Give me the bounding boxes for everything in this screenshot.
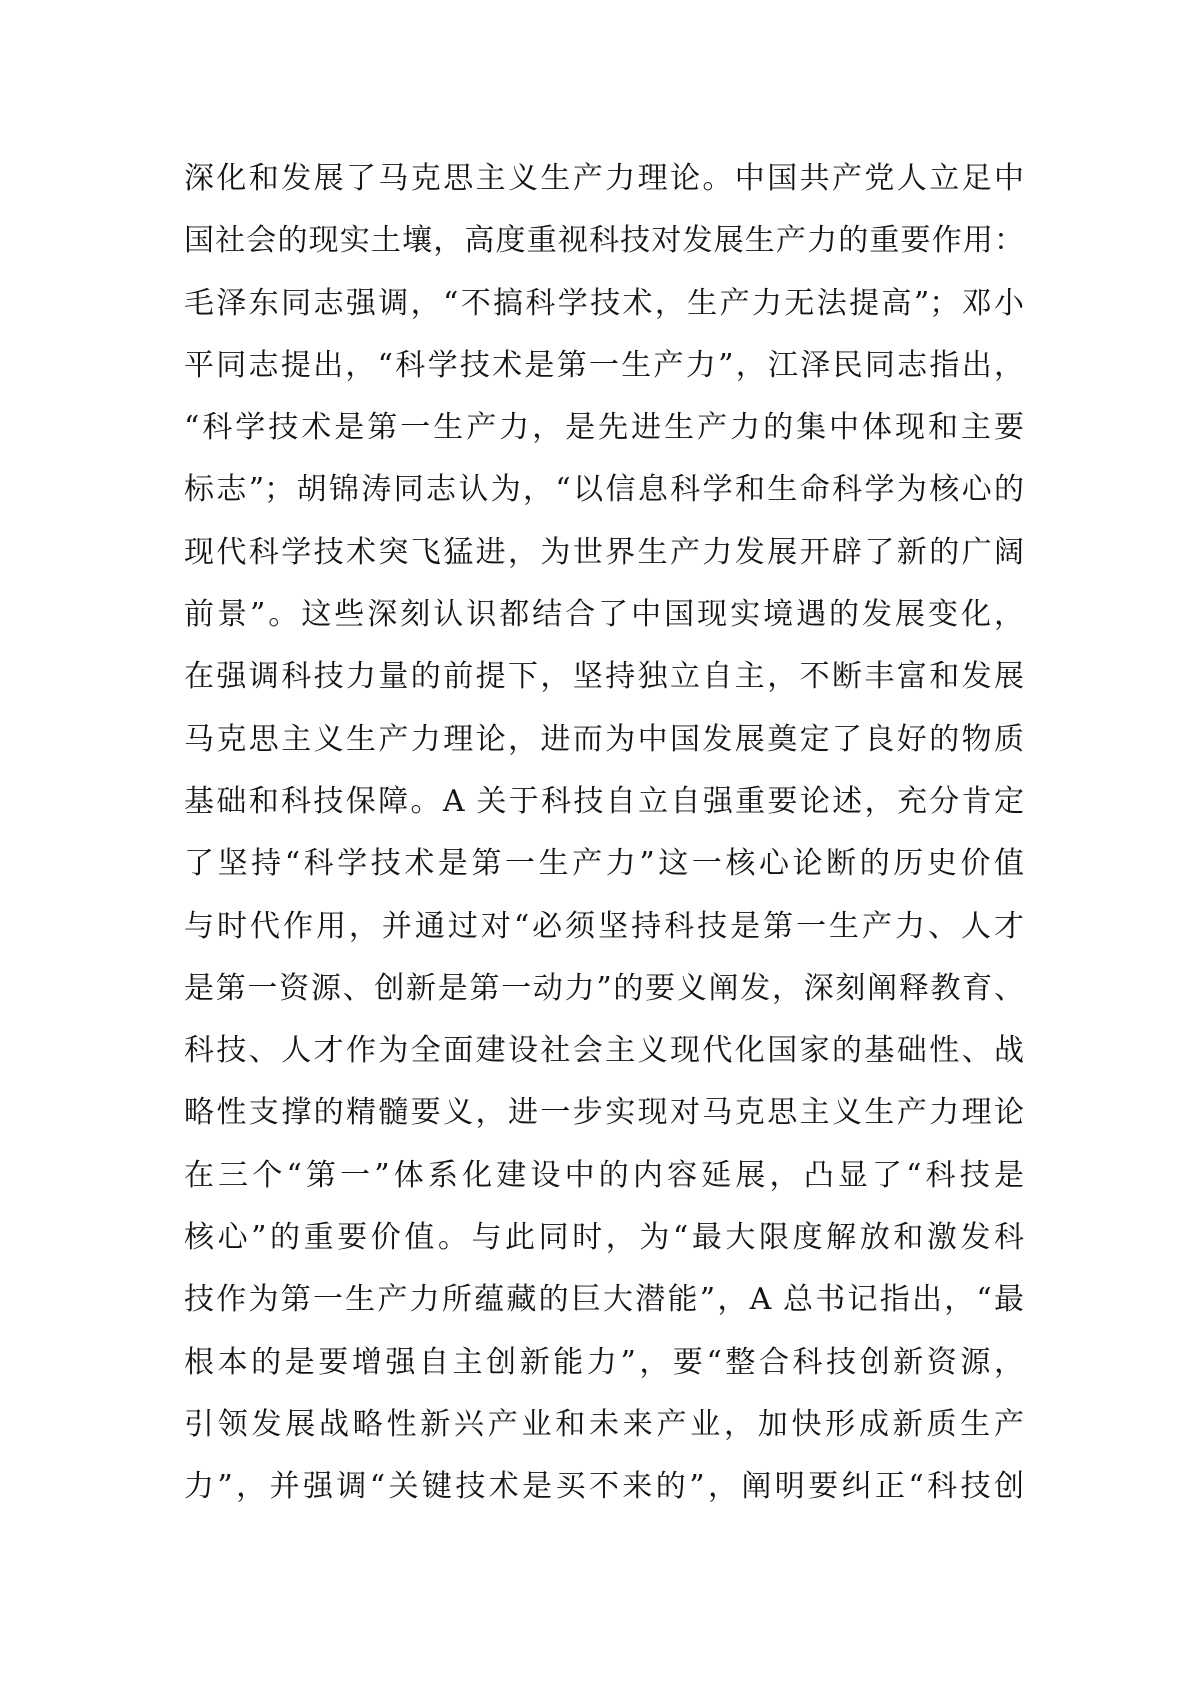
text-line: 基础和科技保障。A 关于科技自立自强重要论述，充分肯定 xyxy=(184,783,1024,819)
text-line: “科学技术是第一生产力，是先进生产力的集中体现和主要 xyxy=(184,410,1024,446)
text-line: 马克思主义生产力理论，进而为中国发展奠定了良好的物质 xyxy=(184,721,1024,757)
text-line: 科技、人才作为全面建设社会主义现代化国家的基础性、战 xyxy=(184,1033,1024,1069)
text-line: 在三个“第一”体系化建设中的内容延展，凸显了“科技是 xyxy=(184,1157,1024,1193)
text-line: 前景”。这些深刻认识都结合了中国现实境遇的发展变化， xyxy=(184,597,1024,633)
text-line: 平同志提出，“科学技术是第一生产力”，江泽民同志指出， xyxy=(184,347,1024,383)
text-line: 了坚持“科学技术是第一生产力”这一核心论断的历史价值 xyxy=(184,846,1024,882)
text-line: 略性支撑的精髓要义，进一步实现对马克思主义生产力理论 xyxy=(184,1095,1024,1131)
text-line: 引领发展战略性新兴产业和未来产业，加快形成新质生产 xyxy=(184,1406,1024,1442)
body-paragraph xyxy=(184,148,1024,1519)
text-line: 技作为第一生产力所蕴藏的巨大潜能”，A 总书记指出，“最 xyxy=(184,1282,1024,1318)
text-line: 国社会的现实土壤，高度重视科技对发展生产力的重要作用： xyxy=(184,223,1024,259)
text-line: 核心”的重要价值。与此同时，为“最大限度解放和激发科 xyxy=(184,1220,1024,1256)
text-line: 深化和发展了马克思主义生产力理论。中国共产党人立足中 xyxy=(184,161,1024,196)
text-line: 标志”；胡锦涛同志认为，“以信息科学和生命科学为核心的 xyxy=(184,472,1024,508)
text-line: 力”，并强调“关键技术是买不来的”，阐明要纠正“科技创 xyxy=(184,1469,1024,1505)
text-line: 现代科学技术突飞猛进，为世界生产力发展开辟了新的广阔 xyxy=(184,534,1024,570)
text-line: 在强调科技力量的前提下，坚持独立自主，不断丰富和发展 xyxy=(184,659,1024,695)
text-line: 毛泽东同志强调，“不搞科学技术，生产力无法提高”；邓小 xyxy=(184,285,1024,321)
text-line: 与时代作用，并通过对“必须坚持科技是第一生产力、人才 xyxy=(184,908,1024,944)
text-line: 是第一资源、创新是第一动力”的要义阐发，深刻阐释教育、 xyxy=(184,970,1024,1006)
text-line: 根本的是要增强自主创新能力”，要“整合科技创新资源， xyxy=(184,1344,1024,1380)
